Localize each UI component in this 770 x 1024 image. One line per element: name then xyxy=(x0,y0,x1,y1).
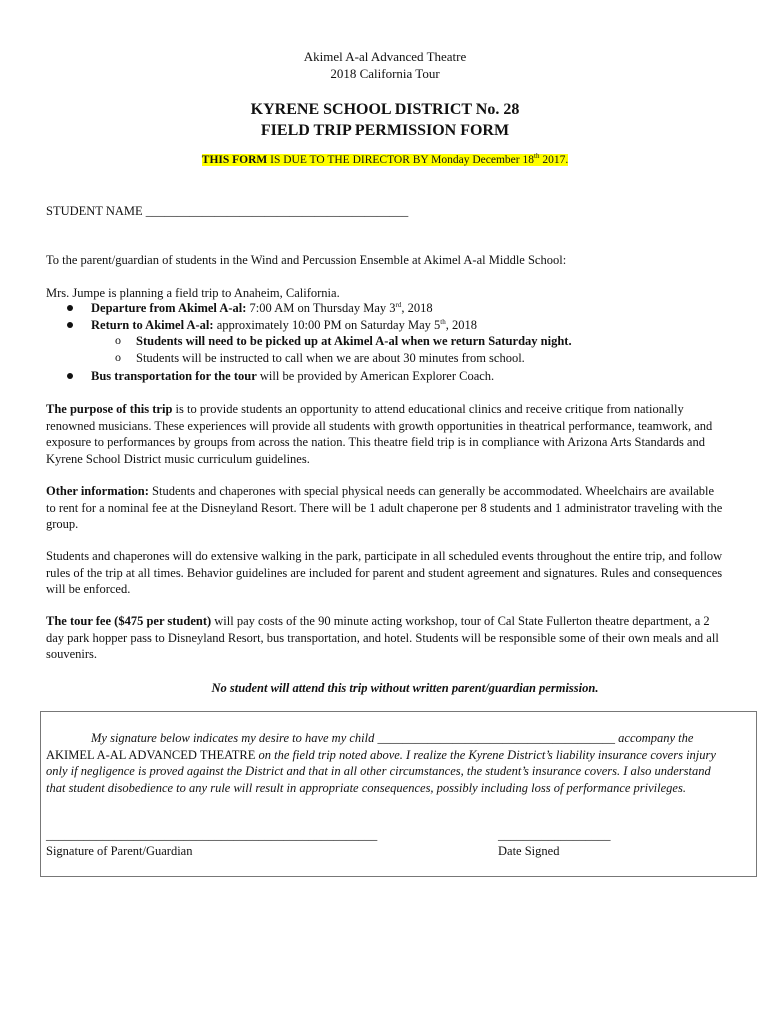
bullet-dot-icon xyxy=(67,322,73,328)
other-info-paragraph: Other information: Students and chaperones with special physical needs can generally be accommodated. Wheelchairs are available to rent for a nominal fee at the Disneyland Resort. There will be 1 adult chaperone per 8 students and 1 administrator traveling with the group. xyxy=(46,484,723,532)
parent-signature-line[interactable]: _____________________________________________________ xyxy=(46,828,378,842)
org-name: Akimel A-al Advanced Theatre xyxy=(303,49,467,64)
permission-required-note: No student will attend this trip without written parent/guardian permission. xyxy=(211,681,599,695)
call-note: Students will be instructed to call when we are about 30 minutes from school. xyxy=(136,351,525,365)
fee-paragraph: The tour fee ($475 per student) will pay costs of the 90 minute acting workshop, tour of Cal State Fullerton theatre department, a 2 day park hopper pass to Disneyland Resort, bus transportation, and hotel. Students will be responsible some of their own meals and all souvenirs. xyxy=(46,614,719,662)
purpose-paragraph: The purpose of this trip is to provide students an opportunity to attend educational clinics and receive critique from nationally renowned musicians. These experiences will provide all students with growth opportunities in theatrical performance, teamwork, and exposure to performances by groups from across the nation. This theatre field trip is in compliance with Arizona Arts Standards and Kyrene School District music curriculum guidelines. xyxy=(46,402,713,466)
walking-paragraph: Students and chaperones will do extensive walking in the park, participate in all scheduled events throughout the entire trip, and follow rules of the trip at all times. Behavior guidelines are included for parent and student agreement and signatures. Rules and consequences will be enforced. xyxy=(46,549,723,597)
child-name-field[interactable]: My signature below indicates my desire to have my child ______________________________________ xyxy=(91,731,616,745)
sub-bullet-circle-icon: o xyxy=(115,333,121,347)
sub-bullet-circle-icon: o xyxy=(115,350,121,364)
bullet-dot-icon xyxy=(67,373,73,379)
consent-text: My signature below indicates my desire to have my child ______________________________________ accompany the AKIMEL A-AL ADVANCED THEATRE on the field trip noted above. I realize the Kyrene District’s liability insurance covers injury only if negligence is proved against the District and that in all other circumstances, the student’s insurance covers. I also understand that student disobedience to any rule will result in appropriate consequences, possibly including loss of performance privileges. xyxy=(46,731,716,795)
planning-text: Mrs. Jumpe is planning a field trip to Anaheim, California. xyxy=(46,286,340,300)
due-notice xyxy=(0,154,770,166)
student-name-field[interactable]: STUDENT NAME __________________________________________ xyxy=(46,204,409,218)
departure-item: Departure from Akimel A-al: 7:00 AM on Thursday May 3rd, 2018 xyxy=(91,300,433,315)
return-item: Return to Akimel A-al: approximately 10:00 PM on Saturday May 5th, 2018 xyxy=(91,317,477,332)
bus-item: Bus transportation for the tour will be provided by American Explorer Coach. xyxy=(91,369,495,383)
due-highlight: THIS FORM IS DUE TO THE DIRECTOR BY Monday December 18th 2017. xyxy=(201,152,569,166)
bullet-dot-icon xyxy=(67,305,73,311)
pickup-note: Students will need to be picked up at Akimel A-al when we return Saturday night. xyxy=(136,334,572,348)
date-signed-line[interactable]: __________________ xyxy=(498,828,611,842)
district-title: KYRENE SCHOOL DISTRICT No. 28 xyxy=(250,101,520,118)
date-signed-label: Date Signed xyxy=(498,844,560,858)
parent-signature-label: Signature of Parent/Guardian xyxy=(46,844,193,858)
form-title: FIELD TRIP PERMISSION FORM xyxy=(260,122,510,139)
intro-text: To the parent/guardian of students in the Wind and Percussion Ensemble at Akimel A-al Middle School: xyxy=(46,253,567,267)
tour-name: 2018 California Tour xyxy=(330,66,440,81)
